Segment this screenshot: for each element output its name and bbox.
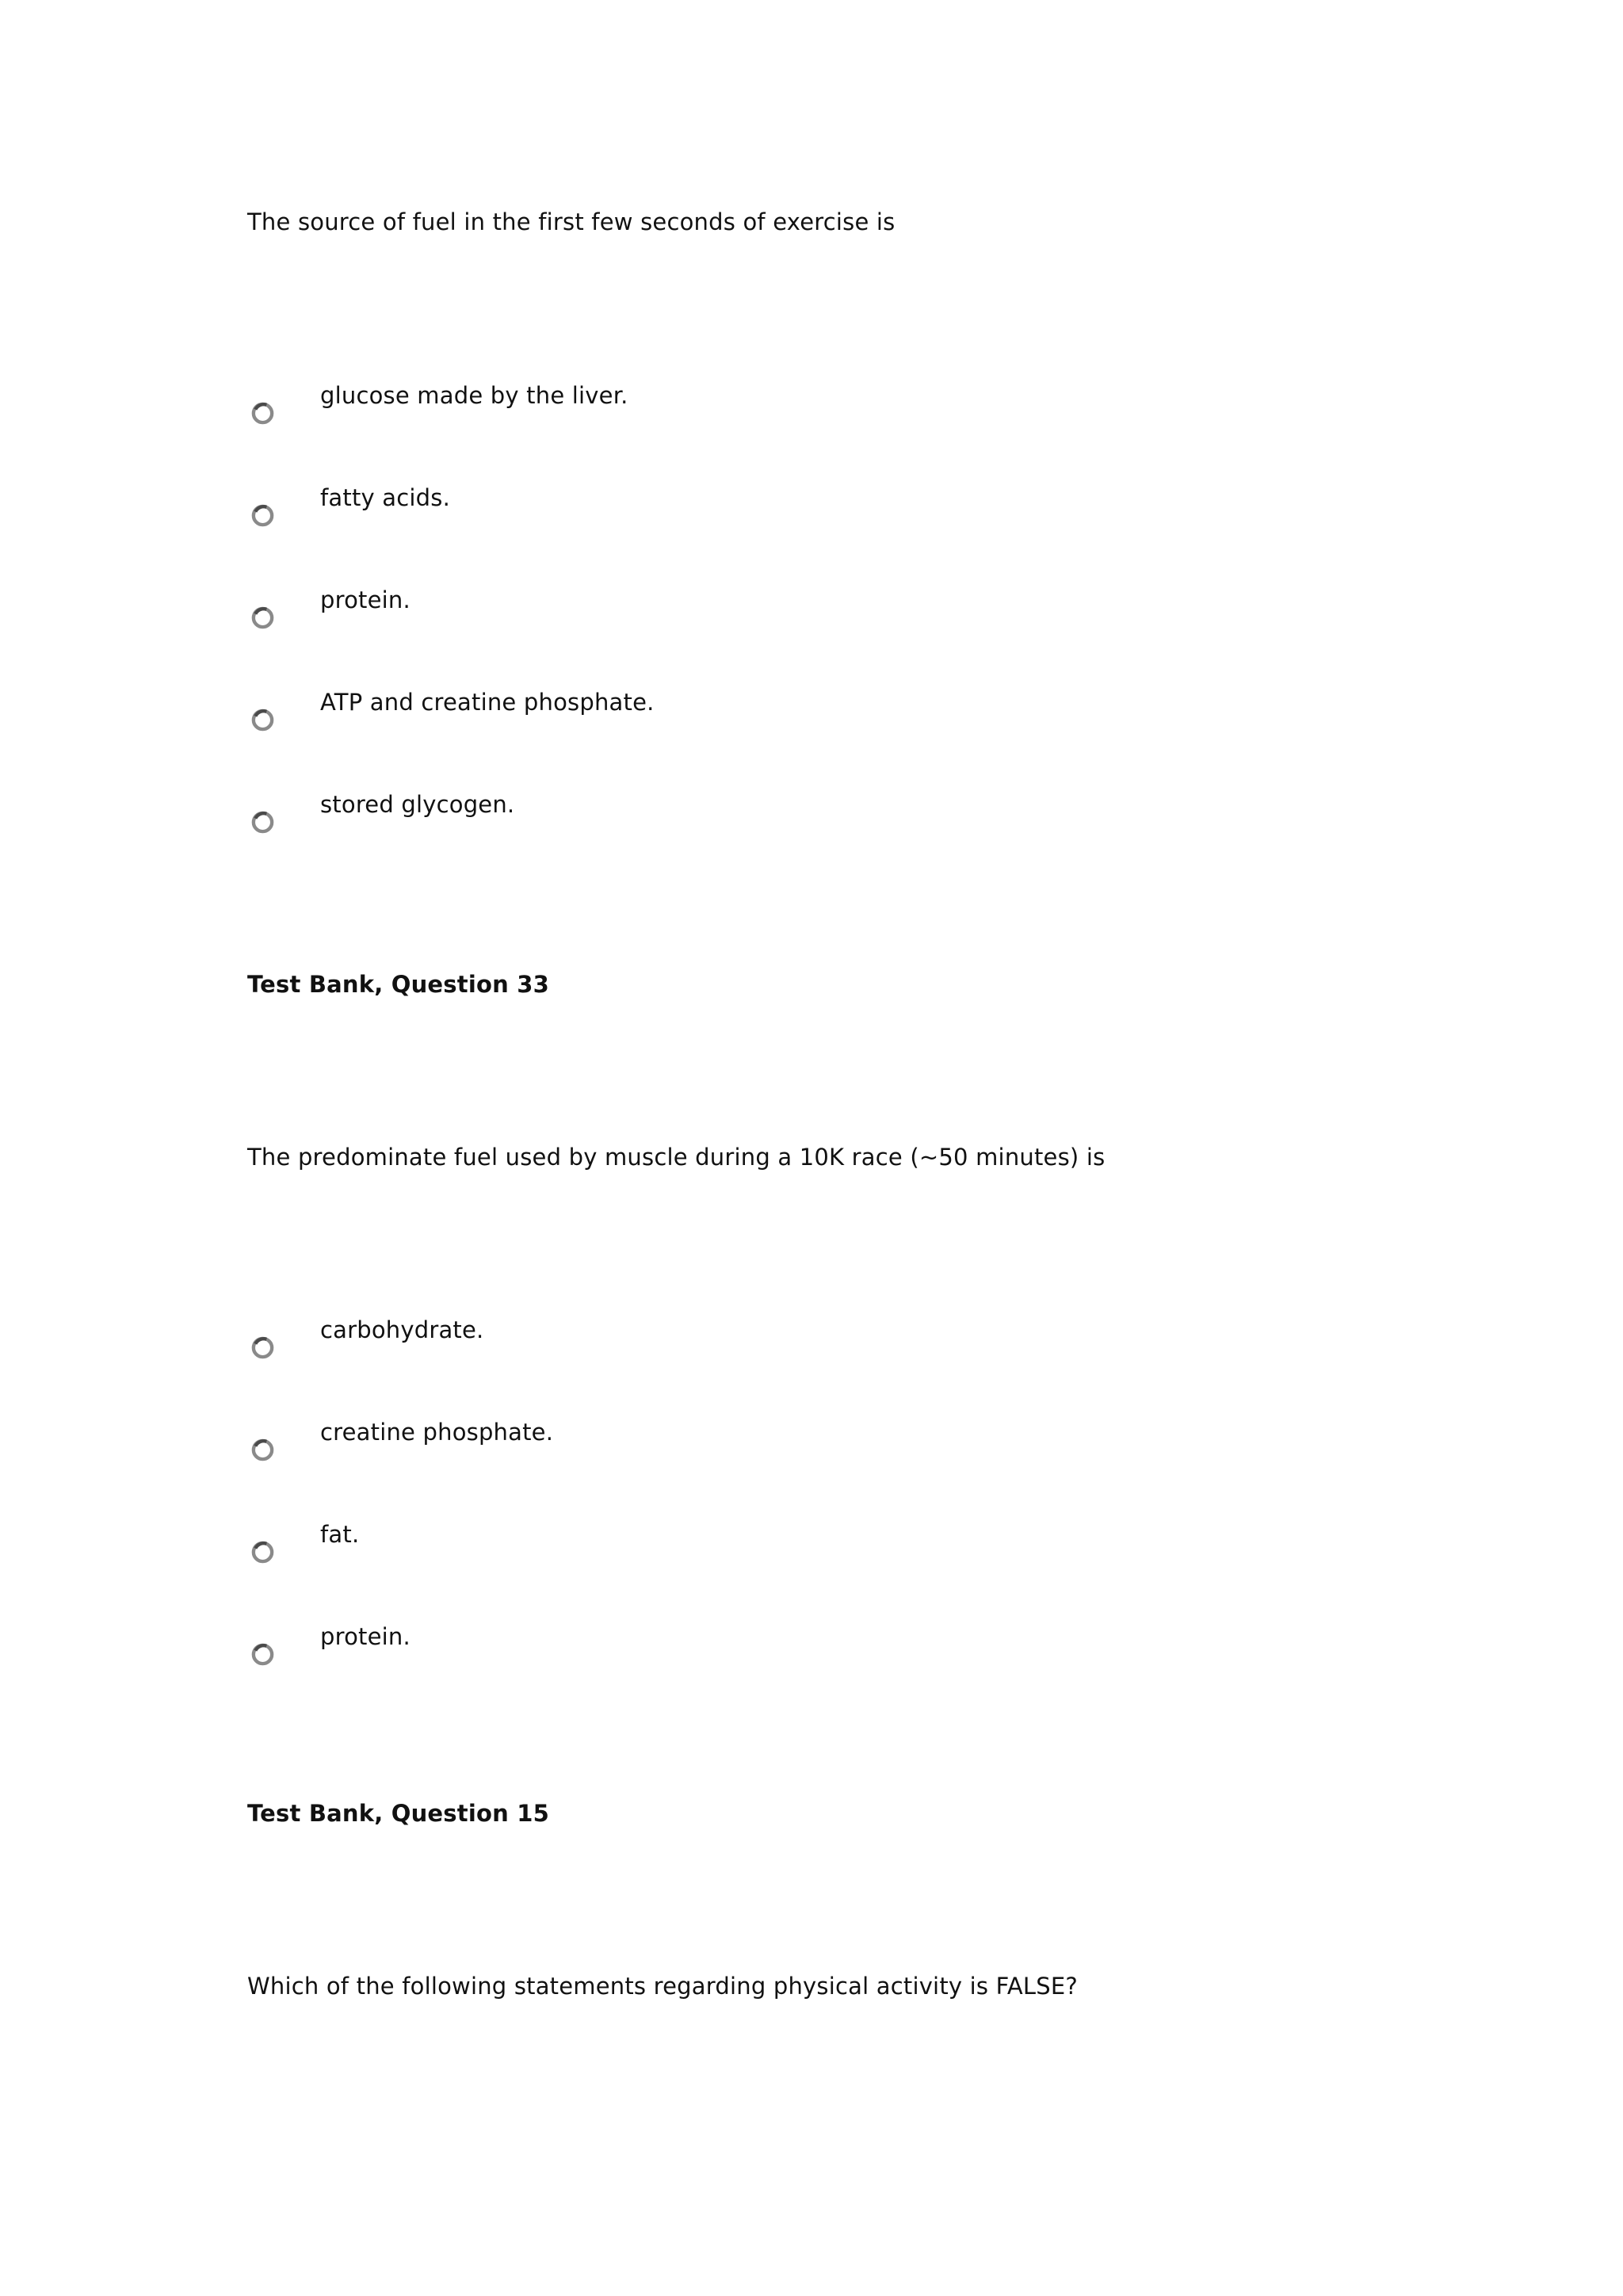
question-stem: The predominate fuel used by muscle during a 10K race (~50 minutes) is [247, 1144, 1106, 1171]
radio-button-icon[interactable] [250, 708, 275, 732]
radio-button-icon[interactable] [250, 1438, 275, 1462]
question-stem: Which of the following statements regarding physical activity is FALSE? [247, 1973, 1078, 2000]
option-label[interactable]: protein. [320, 586, 411, 613]
radio-button-icon[interactable] [250, 1540, 275, 1564]
question-stem: The source of fuel in the first few seconds of exercise is [247, 208, 896, 235]
option-label[interactable]: ATP and creatine phosphate. [320, 689, 655, 716]
option-label[interactable]: carbohydrate. [320, 1316, 484, 1343]
radio-button-icon[interactable] [250, 606, 275, 630]
radio-button-icon[interactable] [250, 810, 275, 835]
option-label[interactable]: fat. [320, 1521, 360, 1548]
radio-button-icon[interactable] [250, 1642, 275, 1667]
option-label[interactable]: protein. [320, 1623, 411, 1650]
option-label[interactable]: stored glycogen. [320, 791, 515, 818]
option-label[interactable]: fatty acids. [320, 484, 451, 511]
radio-button-icon[interactable] [250, 1335, 275, 1360]
option-label[interactable]: glucose made by the liver. [320, 382, 628, 409]
option-label[interactable]: creatine phosphate. [320, 1419, 554, 1446]
radio-button-icon[interactable] [250, 401, 275, 426]
radio-button-icon[interactable] [250, 503, 275, 528]
question-heading: Test Bank, Question 15 [247, 1800, 549, 1827]
question-heading: Test Bank, Question 33 [247, 971, 549, 998]
